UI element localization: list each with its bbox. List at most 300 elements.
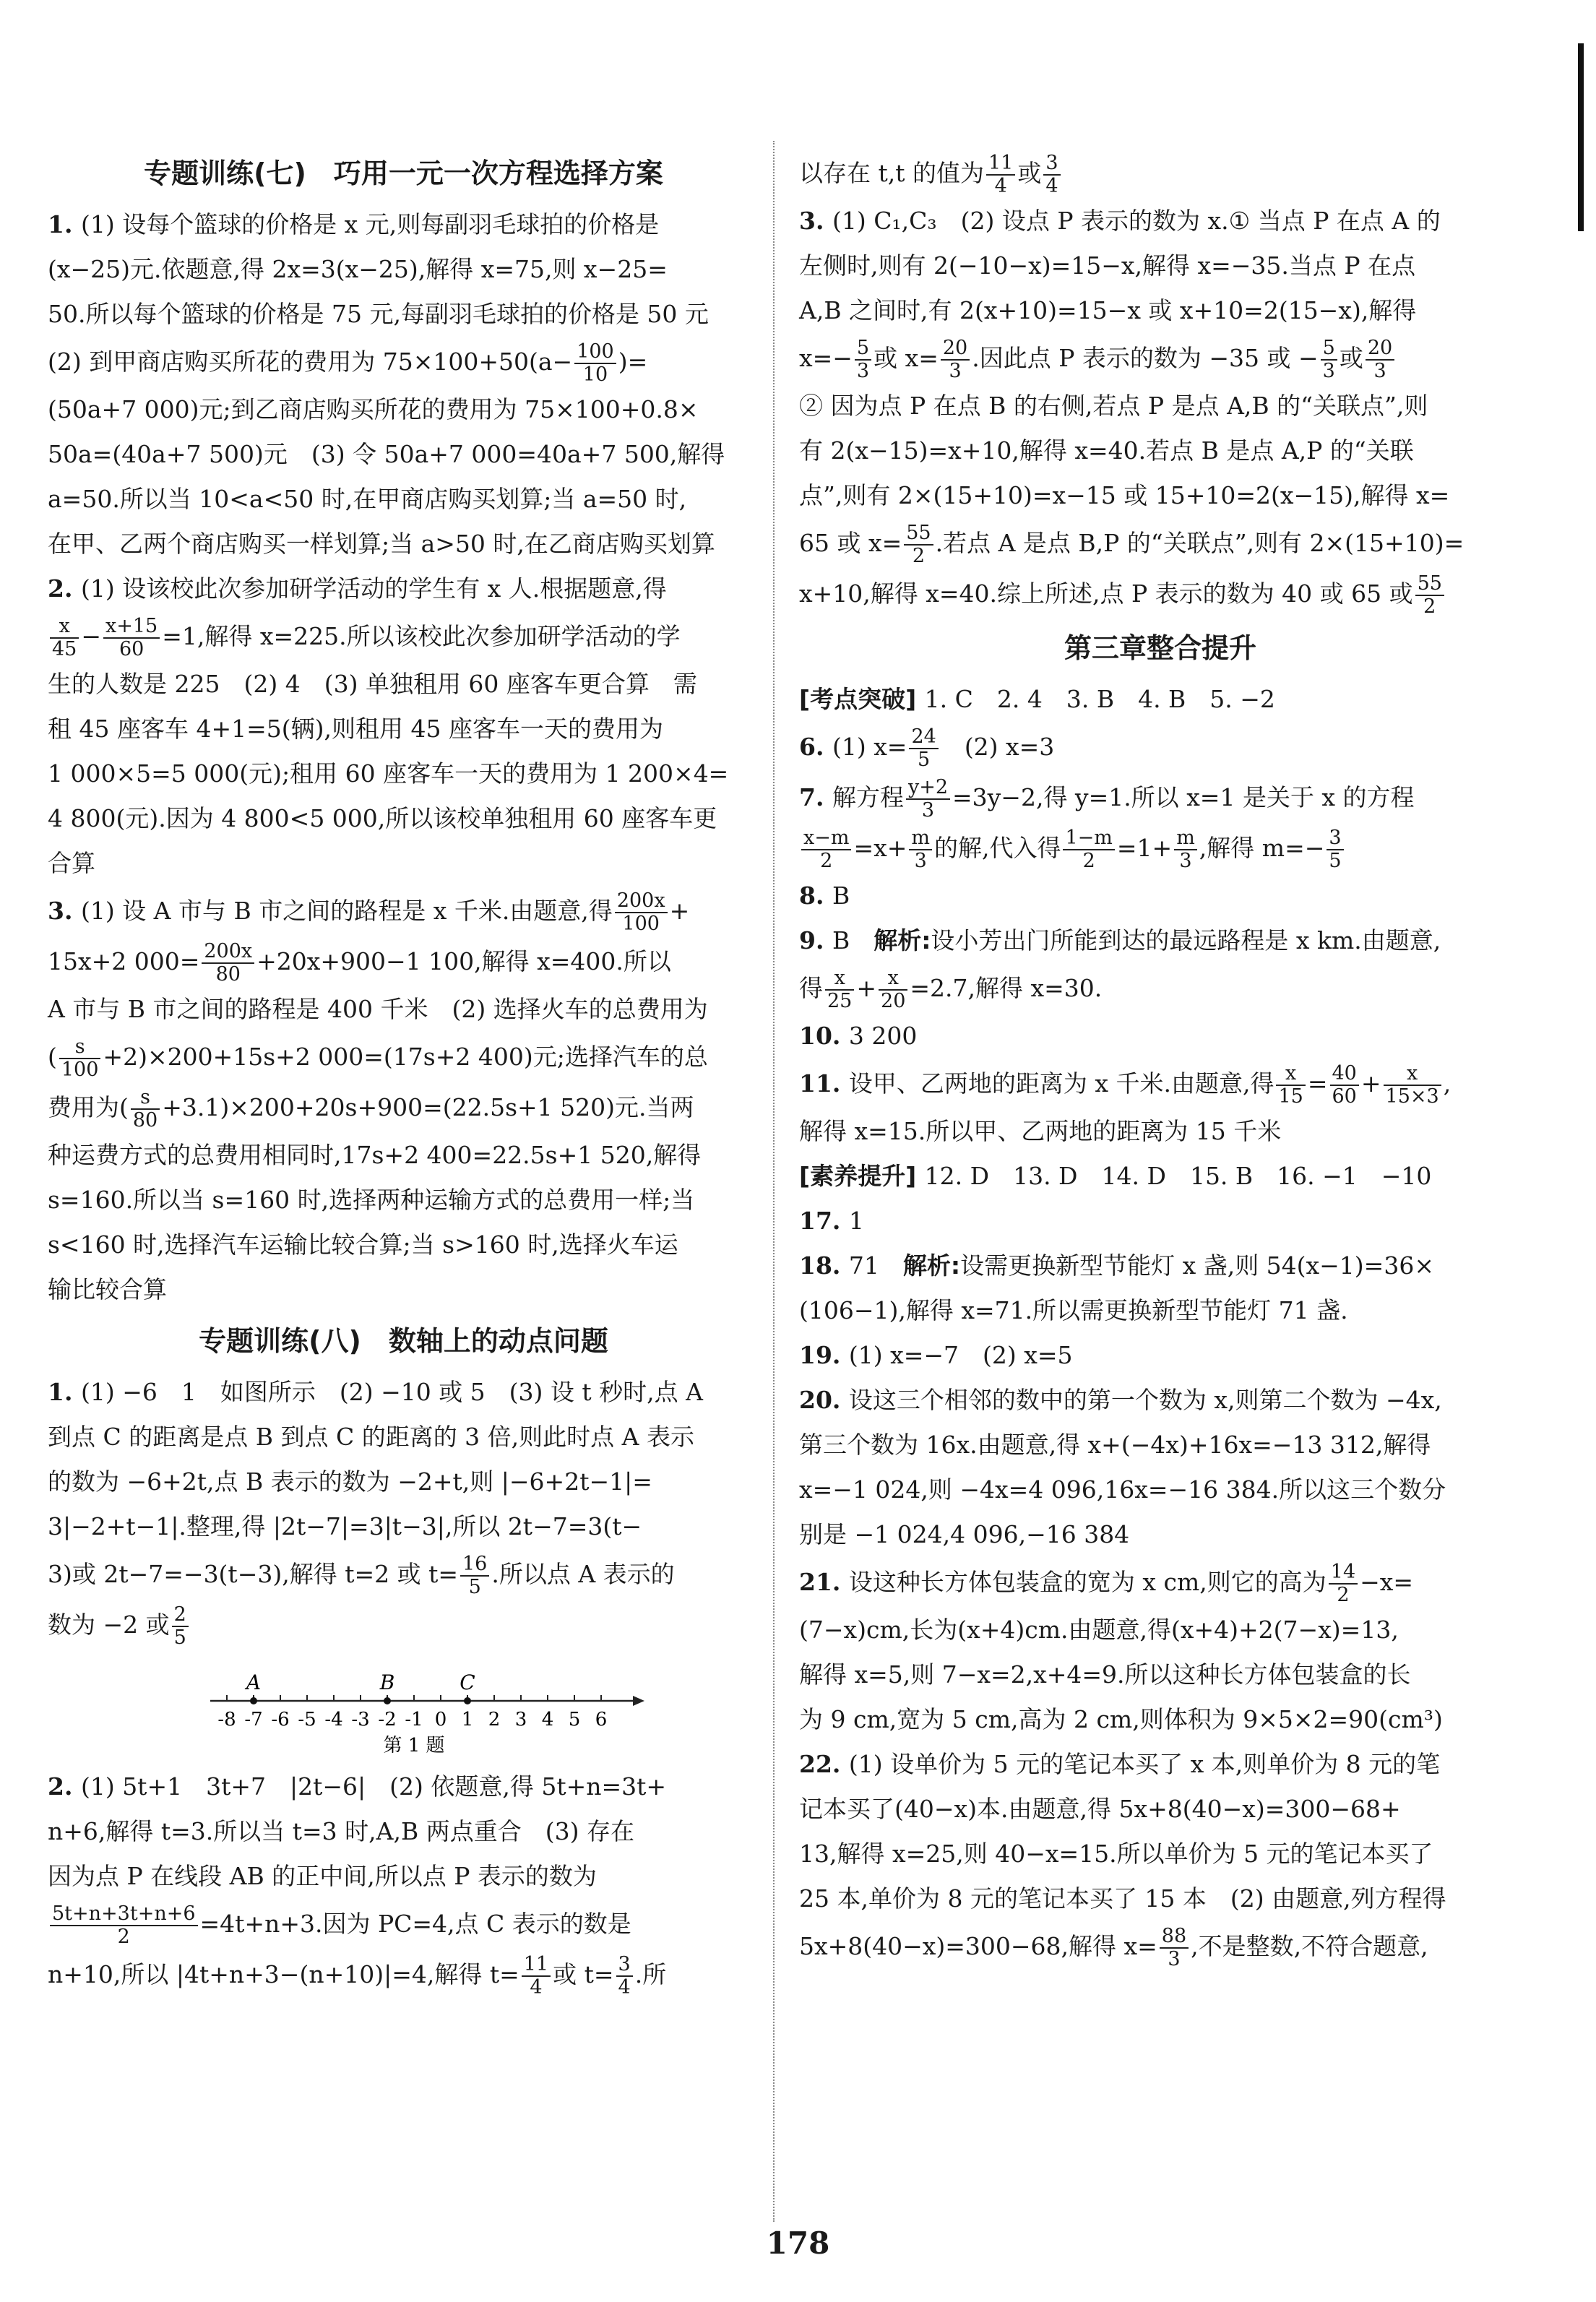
item-number: 9. bbox=[799, 926, 832, 954]
text-run: x=−1 024,则 −4x=4 096,16x=−16 384.所以这三个数分 bbox=[799, 1475, 1446, 1504]
text-line bbox=[799, 1243, 1522, 1288]
number-line-svg bbox=[207, 1656, 669, 1757]
item-number: 21. bbox=[799, 1568, 849, 1596]
column-divider bbox=[773, 141, 775, 2222]
text-line bbox=[799, 1059, 1522, 1109]
fraction-denominator: 4 bbox=[994, 175, 1007, 197]
text-run: (2) 到甲商店购买所花的费用为 75×100+50(a− bbox=[48, 348, 573, 376]
fraction bbox=[941, 337, 970, 382]
text-line bbox=[48, 522, 759, 566]
fraction-numerator: 20 bbox=[941, 337, 970, 361]
text-line bbox=[799, 288, 1522, 333]
text-line bbox=[799, 1652, 1522, 1697]
fraction-denominator: 3 bbox=[856, 360, 870, 382]
tick-label: -3 bbox=[351, 1709, 370, 1730]
text-line bbox=[48, 1370, 759, 1415]
text-line bbox=[799, 772, 1522, 823]
text-run: = bbox=[1307, 1069, 1328, 1098]
item-number: 10. bbox=[799, 1022, 849, 1050]
text-run: 第三个数为 16x.由题意,得 x+(−4x)+16x=−13 312,解得 bbox=[799, 1431, 1431, 1459]
fraction-denominator: 3 bbox=[914, 850, 927, 872]
point-label: A bbox=[246, 1671, 262, 1694]
text-run: (1) 设 A 市与 B 市之间的路程是 x 千米.由题意,得 bbox=[80, 897, 613, 925]
text-line bbox=[799, 1876, 1522, 1921]
text-line bbox=[799, 1832, 1522, 1876]
text-line bbox=[48, 886, 759, 936]
text-line bbox=[799, 1467, 1522, 1512]
fraction-numerator: 100 bbox=[574, 341, 616, 364]
text-run: 13,解得 x=25,则 40−x=15.所以单价为 5 元的笔记本买了 bbox=[799, 1840, 1433, 1868]
text-run: (1) 设每个篮球的价格是 x 元,则每副羽毛球拍的价格是 bbox=[80, 210, 660, 238]
fraction-denominator: 4 bbox=[530, 1976, 543, 1999]
text-run: , bbox=[1443, 1069, 1452, 1098]
fraction bbox=[131, 1087, 160, 1131]
text-line bbox=[799, 1608, 1522, 1652]
text-run: −x= bbox=[1360, 1568, 1414, 1596]
text-line bbox=[48, 662, 759, 707]
text-run: (1) 设单价为 5 元的笔记本买了 x 本,则单价为 8 元的笔 bbox=[848, 1750, 1441, 1778]
fraction-denominator: 2 bbox=[912, 545, 925, 567]
text-line bbox=[48, 611, 759, 662]
tick-label: 2 bbox=[488, 1709, 501, 1730]
fraction-denominator: 20 bbox=[881, 990, 906, 1012]
item-number: 1. bbox=[48, 210, 81, 238]
text-run: 解方程 bbox=[832, 783, 904, 811]
point-marker bbox=[384, 1697, 391, 1704]
text-line bbox=[48, 936, 759, 987]
fraction-numerator: x bbox=[50, 616, 79, 639]
fraction-denominator: 2 bbox=[1082, 850, 1095, 872]
item-number: 7. bbox=[799, 783, 832, 811]
fraction bbox=[103, 616, 160, 660]
fraction bbox=[615, 890, 668, 935]
text-line bbox=[799, 1423, 1522, 1467]
text-run: ,解得 m=− bbox=[1199, 834, 1325, 862]
fraction bbox=[909, 726, 938, 771]
fraction bbox=[906, 777, 950, 822]
fraction bbox=[1415, 573, 1444, 618]
text-run: A,B 之间时,有 2(x+10)=15−x 或 x+10=2(15−x),解得 bbox=[799, 296, 1417, 324]
fraction bbox=[172, 1604, 189, 1649]
tick-label: -4 bbox=[324, 1709, 343, 1730]
text-run: .因此点 P 表示的数为 −35 或 − bbox=[972, 344, 1319, 372]
text-run: 租 45 座客车 4+1=5(辆),则租用 45 座客车一天的费用为 bbox=[48, 715, 663, 743]
text-run: =4t+n+3.因为 PC=4,点 C 表示的数是 bbox=[199, 1910, 631, 1938]
text-line bbox=[799, 1557, 1522, 1608]
text-line bbox=[48, 796, 759, 841]
fraction bbox=[825, 967, 854, 1012]
text-run: 到点 C 的距离是点 B 到点 C 的距离的 3 倍,则此时点 A 表示 bbox=[48, 1423, 694, 1451]
text-run: 以存在 t,t 的值为 bbox=[799, 159, 984, 187]
text-line bbox=[48, 247, 759, 292]
text-line bbox=[799, 384, 1522, 428]
text-run: =1,解得 x=225.所以该校此次参加研学活动的学 bbox=[162, 622, 681, 650]
text-run: (1) x= bbox=[832, 733, 907, 761]
text-run: 别是 −1 024,4 096,−16 384 bbox=[799, 1520, 1130, 1548]
text-run: 因为点 P 在线段 AB 的正中间,所以点 P 表示的数为 bbox=[48, 1862, 597, 1890]
text-run: 设甲、乙两地的距离为 x 千米.由题意,得 bbox=[848, 1069, 1274, 1098]
fraction-denominator: 80 bbox=[215, 963, 241, 986]
text-run: 有 2(x−15)=x+10,解得 x=40.若点 B 是点 A,P 的“关联 bbox=[799, 436, 1414, 465]
text-line bbox=[799, 333, 1522, 384]
text-run: 1 bbox=[848, 1207, 864, 1235]
item-number: 1. bbox=[48, 1378, 81, 1406]
item-number: 8. bbox=[799, 881, 832, 910]
section-tag: [素养提升] bbox=[799, 1162, 925, 1190]
text-run: s=160.所以当 s=160 时,选择两种运输方式的总费用一样;当 bbox=[48, 1186, 695, 1214]
tick-label: 0 bbox=[434, 1709, 447, 1730]
fraction-numerator: x bbox=[1276, 1063, 1305, 1086]
text-run: (2) x=3 bbox=[940, 733, 1055, 761]
text-run: 点”,则有 2×(15+10)=x−15 或 15+10=2(x−15),解得 x= bbox=[799, 481, 1450, 509]
fraction bbox=[574, 341, 616, 386]
text-run: 15x+2 000= bbox=[48, 947, 200, 975]
text-line bbox=[48, 1032, 759, 1082]
item-number: 3. bbox=[799, 207, 832, 235]
item-number: 19. bbox=[799, 1341, 849, 1369]
text-line bbox=[48, 432, 759, 477]
text-run: (1) x=−7 (2) x=5 bbox=[848, 1341, 1073, 1369]
fraction-numerator: 5 bbox=[855, 337, 871, 361]
fraction-denominator: 3 bbox=[1179, 850, 1192, 872]
fraction-numerator: 2 bbox=[172, 1604, 189, 1627]
text-line bbox=[799, 1921, 1522, 1972]
text-run: 费用为( bbox=[48, 1093, 129, 1121]
tick-label: 3 bbox=[514, 1709, 527, 1730]
text-run: + bbox=[1360, 1069, 1381, 1098]
text-run: 12. D 13. D 14. D 15. B 16. −1 −10 bbox=[924, 1162, 1432, 1190]
fraction-numerator: m bbox=[1174, 827, 1197, 850]
scan-edge-mark bbox=[1578, 43, 1584, 231]
item-number: 2. bbox=[48, 1772, 81, 1801]
tick-label: -6 bbox=[271, 1709, 290, 1730]
item-number: 2. bbox=[48, 574, 81, 603]
fraction bbox=[1043, 152, 1060, 197]
text-line bbox=[48, 1504, 759, 1549]
fraction-numerator: 5t+n+3t+n+6 bbox=[50, 1903, 198, 1926]
text-run: .所 bbox=[634, 1960, 667, 1988]
fraction-numerator: x bbox=[825, 967, 854, 991]
text-run: +2)×200+15s+2 000=(17s+2 400)元;选择汽车的总 bbox=[103, 1043, 708, 1071]
text-run: (1) C₁,C₃ (2) 设点 P 表示的数为 x.① 当点 P 在点 A 的 bbox=[832, 207, 1441, 235]
text-run: 25 本,单价为 8 元的笔记本买了 15 本 (2) 由题意,列方程得 bbox=[799, 1884, 1446, 1913]
text-run: =1+ bbox=[1116, 834, 1173, 862]
tick-label: 1 bbox=[461, 1709, 474, 1730]
fraction-denominator: 3 bbox=[1373, 360, 1386, 382]
text-run: 1. C 2. 4 3. B 4. B 5. −2 bbox=[924, 685, 1275, 713]
text-run: n+6,解得 t=3.所以当 t=3 时,A,B 两点重合 (3) 存在 bbox=[48, 1817, 634, 1845]
left-column bbox=[48, 145, 759, 2000]
text-line bbox=[799, 677, 1522, 722]
fraction bbox=[202, 941, 254, 986]
fraction bbox=[1174, 827, 1197, 872]
text-run: 或 x= bbox=[874, 344, 939, 372]
text-line bbox=[799, 1697, 1522, 1742]
text-run: 50.所以每个篮球的价格是 75 元,每副羽毛球拍的价格是 50 元 bbox=[48, 300, 709, 328]
tick-label: -7 bbox=[244, 1709, 263, 1730]
text-line bbox=[48, 707, 759, 751]
text-line bbox=[48, 1460, 759, 1504]
text-run: x+10,解得 x=40.综上所述,点 P 表示的数为 40 或 65 或 bbox=[799, 579, 1413, 608]
text-line bbox=[799, 243, 1522, 288]
fraction-numerator: y+2 bbox=[906, 777, 950, 800]
text-run: 输比较合算 bbox=[48, 1275, 167, 1303]
text-run: )= bbox=[618, 348, 648, 376]
fraction-numerator: s bbox=[131, 1087, 160, 1110]
item-number: 3. bbox=[48, 897, 81, 925]
fraction-denominator: 60 bbox=[118, 638, 144, 660]
text-line bbox=[799, 473, 1522, 518]
text-line bbox=[48, 1415, 759, 1460]
text-run: 记本买了(40−x)本.由题意,得 5x+8(40−x)=300−68+ bbox=[799, 1795, 1401, 1823]
text-run: 设需更换新型节能灯 x 盏,则 54(x−1)=36× bbox=[960, 1251, 1434, 1280]
text-line bbox=[799, 1014, 1522, 1059]
fraction-denominator: 15 bbox=[1278, 1085, 1303, 1108]
fraction-denominator: 2 bbox=[820, 850, 833, 872]
fraction-numerator: 55 bbox=[1415, 573, 1444, 596]
text-line bbox=[48, 987, 759, 1032]
fraction-numerator: 3 bbox=[1043, 152, 1060, 176]
text-line bbox=[799, 518, 1522, 569]
fraction-denominator: 10 bbox=[582, 363, 608, 386]
text-run: a=50.所以当 10<a<50 时,在甲商店购买划算;当 a=50 时, bbox=[48, 485, 687, 513]
fraction-denominator: 3 bbox=[1322, 360, 1335, 382]
fraction bbox=[50, 616, 79, 660]
fraction bbox=[616, 1954, 633, 1999]
item-number: 11. bbox=[799, 1069, 849, 1098]
text-run: 1 000×5=5 000(元);租用 60 座客车一天的费用为 1 200×4= bbox=[48, 759, 729, 788]
fraction bbox=[1366, 337, 1394, 382]
fraction-denominator: 60 bbox=[1332, 1085, 1357, 1108]
text-line bbox=[799, 1109, 1522, 1154]
text-line bbox=[48, 1267, 759, 1312]
section7-body bbox=[48, 202, 759, 1312]
text-run: 解得 x=5,则 7−x=2,x+4=9.所以这种长方体包装盒的长 bbox=[799, 1660, 1411, 1689]
number-line-figure bbox=[207, 1656, 759, 1760]
fraction-numerator: 200x bbox=[202, 941, 254, 964]
fraction-numerator: 11 bbox=[986, 152, 1015, 176]
text-line bbox=[799, 918, 1522, 963]
fraction-numerator: 24 bbox=[909, 726, 938, 749]
text-run: 50a=(40a+7 500)元 (3) 令 50a+7 000=40a+7 500,解得 bbox=[48, 440, 725, 468]
fraction bbox=[801, 827, 851, 872]
text-line bbox=[48, 1949, 759, 2000]
fraction-numerator: 14 bbox=[1329, 1561, 1358, 1585]
text-line bbox=[48, 566, 759, 611]
text-run: 5x+8(40−x)=300−68,解得 x= bbox=[799, 1932, 1157, 1960]
fraction bbox=[50, 1903, 198, 1948]
fraction-numerator: 1−m bbox=[1063, 827, 1114, 850]
chapter-body bbox=[799, 677, 1522, 1972]
text-line bbox=[799, 1333, 1522, 1378]
text-run: (7−x)cm,长为(x+4)cm.由题意,得(x+4)+2(7−x)=13, bbox=[799, 1616, 1399, 1644]
text-line bbox=[48, 1082, 759, 1133]
text-line bbox=[48, 1178, 759, 1223]
text-line bbox=[48, 292, 759, 337]
text-line bbox=[48, 1809, 759, 1854]
section-tag: [考点突破] bbox=[799, 685, 925, 713]
fraction-numerator: s bbox=[59, 1036, 101, 1059]
fraction-numerator: 40 bbox=[1330, 1063, 1359, 1086]
text-run: =2.7,解得 x=30. bbox=[910, 974, 1103, 1002]
point-marker bbox=[464, 1697, 471, 1704]
text-run: + bbox=[669, 897, 690, 925]
text-line bbox=[799, 874, 1522, 918]
tick-label: -2 bbox=[378, 1709, 397, 1730]
fraction-denominator: 2 bbox=[117, 1926, 130, 1948]
text-run: +3.1)×200+20s+900=(22.5s+1 520)元.当两 bbox=[162, 1093, 694, 1121]
fraction-denominator: 80 bbox=[132, 1109, 158, 1131]
text-line bbox=[799, 1742, 1522, 1787]
text-run: (1) −6 1 如图所示 (2) −10 或 5 (3) 设 t 秒时,点 A bbox=[80, 1378, 703, 1406]
fraction-denominator: 15×3 bbox=[1385, 1085, 1439, 1108]
fraction-numerator: m bbox=[909, 827, 932, 850]
fraction bbox=[879, 967, 907, 1012]
text-line bbox=[799, 823, 1522, 874]
text-run: (x−25)元.依题意,得 2x=3(x−25),解得 x=75,则 x−25= bbox=[48, 255, 668, 283]
text-run: .若点 A 是点 B,P 的“关联点”,则有 2×(15+10)= bbox=[935, 529, 1465, 557]
figure-caption: 第 1 题 bbox=[383, 1735, 445, 1756]
text-line bbox=[799, 1288, 1522, 1333]
text-run: 得 bbox=[799, 974, 823, 1002]
text-run: s<160 时,选择汽车运输比较合算;当 s>160 时,选择火车运 bbox=[48, 1230, 678, 1259]
text-run: 种运费方式的总费用相同时,17s+2 400=22.5s+1 520,解得 bbox=[48, 1141, 702, 1169]
text-line bbox=[48, 477, 759, 522]
fraction-numerator: 3 bbox=[1327, 827, 1343, 850]
text-line bbox=[48, 387, 759, 432]
fraction bbox=[59, 1036, 101, 1081]
fraction-denominator: 2 bbox=[1423, 595, 1436, 618]
fraction-numerator: x bbox=[1384, 1063, 1441, 1086]
analysis-keyword: 解析: bbox=[902, 1251, 961, 1280]
text-run: 3 200 bbox=[848, 1022, 918, 1050]
fraction-numerator: 3 bbox=[616, 1954, 633, 1977]
page-number: 178 bbox=[766, 2225, 830, 2261]
text-run: 或 bbox=[1339, 344, 1363, 372]
item-number: 17. bbox=[799, 1207, 849, 1235]
text-run: − bbox=[81, 622, 102, 650]
text-line bbox=[48, 751, 759, 796]
point-label: B bbox=[379, 1671, 395, 1694]
text-run: 数为 −2 或 bbox=[48, 1611, 170, 1639]
fraction bbox=[986, 152, 1015, 197]
tick-label: 4 bbox=[541, 1709, 554, 1730]
text-line bbox=[48, 1133, 759, 1178]
text-line bbox=[799, 148, 1522, 199]
section8-body-part1 bbox=[48, 1370, 759, 1650]
text-run: 为 9 cm,宽为 5 cm,高为 2 cm,则体积为 9×5×2=90(cm³) bbox=[799, 1705, 1443, 1733]
text-run: (1) 设该校此次参加研学活动的学生有 x 人.根据题意,得 bbox=[80, 574, 667, 603]
text-run: 生的人数是 225 (2) 4 (3) 单独租用 60 座客车更合算 需 bbox=[48, 670, 697, 698]
fraction bbox=[460, 1553, 489, 1598]
fraction bbox=[855, 337, 871, 382]
fraction bbox=[1384, 1063, 1441, 1108]
text-run: 或 bbox=[1017, 159, 1042, 187]
text-line bbox=[799, 569, 1522, 619]
fraction-numerator: x+15 bbox=[103, 616, 160, 639]
item-number: 22. bbox=[799, 1750, 849, 1778]
item-number: 6. bbox=[799, 733, 832, 761]
text-run: 的解,代入得 bbox=[933, 834, 1061, 862]
text-run: A 市与 B 市之间的路程是 400 千米 (2) 选择火车的总费用为 bbox=[48, 995, 708, 1023]
point-marker bbox=[250, 1697, 257, 1704]
text-line bbox=[799, 722, 1522, 772]
text-line bbox=[48, 1549, 759, 1600]
text-line bbox=[48, 1223, 759, 1267]
text-run: n+10,所以 |4t+n+3−(n+10)|=4,解得 t= bbox=[48, 1960, 519, 1988]
right-top-body bbox=[799, 148, 1522, 619]
fraction-denominator: 5 bbox=[468, 1576, 481, 1598]
fraction-numerator: 16 bbox=[460, 1553, 489, 1577]
text-run: 3)或 2t−7=−3(t−3),解得 t=2 或 t= bbox=[48, 1560, 458, 1588]
text-run: 4 800(元).因为 4 800<5 000,所以该校单独租用 60 座客车更 bbox=[48, 804, 717, 832]
text-run: (1) 5t+1 3t+7 |2t−6| (2) 依题意,得 5t+n=3t+ bbox=[80, 1772, 667, 1801]
section8-title: 专题训练(八) 数轴上的动点问题 bbox=[199, 1325, 608, 1357]
fraction-numerator: 200x bbox=[615, 890, 668, 913]
text-run: 71 bbox=[848, 1251, 903, 1280]
fraction-denominator: 3 bbox=[1168, 1948, 1181, 1970]
fraction-numerator: 20 bbox=[1366, 337, 1394, 361]
text-run: ,不是整数,不符合题意, bbox=[1191, 1932, 1428, 1960]
text-run: x=− bbox=[799, 344, 853, 372]
text-line bbox=[799, 1378, 1522, 1423]
text-run: (106−1),解得 x=71.所以需更换新型节能灯 71 盏. bbox=[799, 1296, 1348, 1324]
text-line bbox=[48, 1600, 759, 1650]
text-run: + bbox=[856, 974, 877, 1002]
chapter-title: 第三章整合提升 bbox=[1064, 632, 1256, 664]
fraction bbox=[1330, 1063, 1359, 1108]
section8-body-part2 bbox=[48, 1764, 759, 2000]
text-line bbox=[48, 1764, 759, 1809]
analysis-keyword: 解析: bbox=[874, 926, 931, 954]
text-line bbox=[799, 1154, 1522, 1199]
text-run: B bbox=[832, 926, 874, 954]
fraction bbox=[1063, 827, 1114, 872]
text-run: ② 因为点 P 在点 B 的右侧,若点 P 是点 A,B 的“关联点”,则 bbox=[799, 392, 1428, 420]
fraction bbox=[1321, 337, 1337, 382]
fraction-denominator: 4 bbox=[1045, 175, 1058, 197]
fraction-numerator: x−m bbox=[801, 827, 851, 850]
text-line bbox=[799, 199, 1522, 243]
fraction bbox=[1276, 1063, 1305, 1108]
text-run: =3y−2,得 y=1.所以 x=1 是关于 x 的方程 bbox=[952, 783, 1415, 811]
fraction-denominator: 5 bbox=[918, 749, 931, 771]
text-run: 的数为 −6+2t,点 B 表示的数为 −2+t,则 |−6+2t−1|= bbox=[48, 1467, 652, 1496]
text-run: ( bbox=[48, 1043, 57, 1071]
text-run: 解得 x=15.所以甲、乙两地的距离为 15 千米 bbox=[799, 1117, 1282, 1145]
fraction-denominator: 4 bbox=[618, 1976, 631, 1999]
text-line bbox=[799, 1512, 1522, 1557]
fraction-denominator: 100 bbox=[622, 913, 660, 935]
text-run: 或 t= bbox=[553, 1960, 614, 1988]
item-number: 20. bbox=[799, 1386, 849, 1414]
tick-label: -8 bbox=[217, 1709, 236, 1730]
fraction-numerator: 55 bbox=[904, 522, 933, 546]
item-number: 18. bbox=[799, 1251, 849, 1280]
axis-arrow bbox=[633, 1696, 644, 1706]
fraction-denominator: 5 bbox=[1329, 850, 1342, 872]
text-run: .所以点 A 表示的 bbox=[491, 1560, 675, 1588]
text-line bbox=[799, 963, 1522, 1014]
text-line bbox=[799, 428, 1522, 473]
text-run: 设这三个相邻的数中的第一个数为 x,则第二个数为 −4x, bbox=[848, 1386, 1442, 1414]
fraction bbox=[1329, 1561, 1358, 1606]
fraction-denominator: 100 bbox=[61, 1059, 99, 1081]
fraction-denominator: 3 bbox=[921, 799, 935, 822]
fraction-numerator: x bbox=[879, 967, 907, 991]
text-run: 3|−2+t−1|.整理,得 |2t−7|=3|t−3|,所以 2t−7=3(t− bbox=[48, 1512, 642, 1540]
text-run: 在甲、乙两个商店购买一样划算;当 a>50 时,在乙商店购买划算 bbox=[48, 530, 715, 558]
